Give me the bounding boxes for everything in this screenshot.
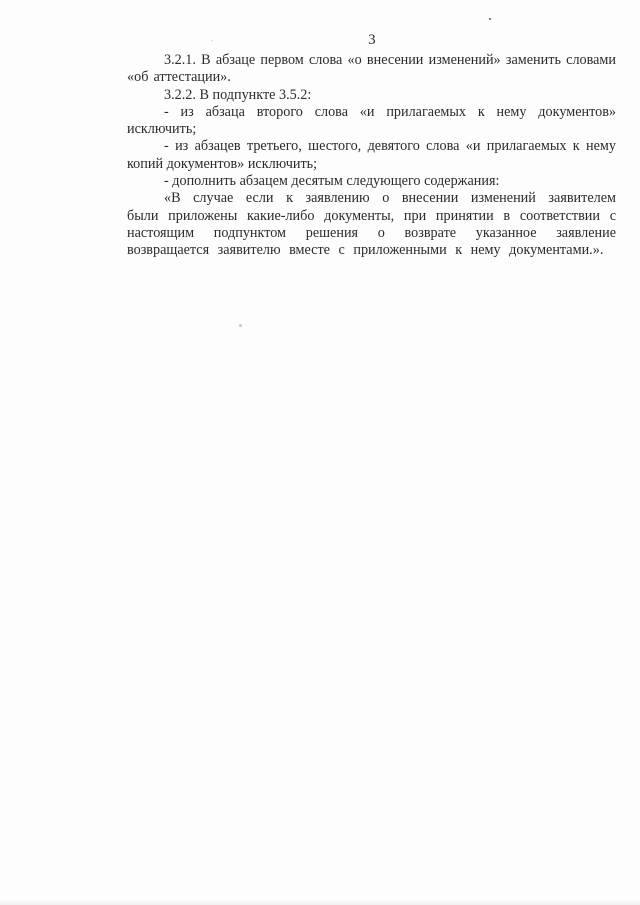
paragraph-3-2-2: 3.2.2. В подпункте 3.5.2: [164,86,312,103]
scan-speck [239,324,242,327]
scan-speck [489,18,491,20]
paragraph-item-add-tenth: - дополнить абзацем десятым следующего содержания: [164,173,500,190]
paragraph-item-third-sixth-ninth: - из абзацев третьего, шестого, девятого слова «и прилагаемых к нему копий документов» исключить; [127,138,616,172]
paragraph-quoted-text: «В случае если к заявлению о внесении изменений заявителем были приложены какие-либо документы, при принятии в соответствии с настоящим подпунктом решения о возврате указанное заявление возвращается заявителю вместе с приложенными к нему документами.». [127,190,616,259]
page-number: 3 [368,32,376,48]
scan-edge-shade [0,899,640,905]
document-body [127,52,616,260]
paragraph-3-2-1: 3.2.1. В абзаце первом слова «о внесении изменений» заменить словами «об аттестации». [127,52,616,86]
paragraph-item-second: - из абзаца второго слова «и прилагаемых к нему документов» исключить; [127,103,616,138]
